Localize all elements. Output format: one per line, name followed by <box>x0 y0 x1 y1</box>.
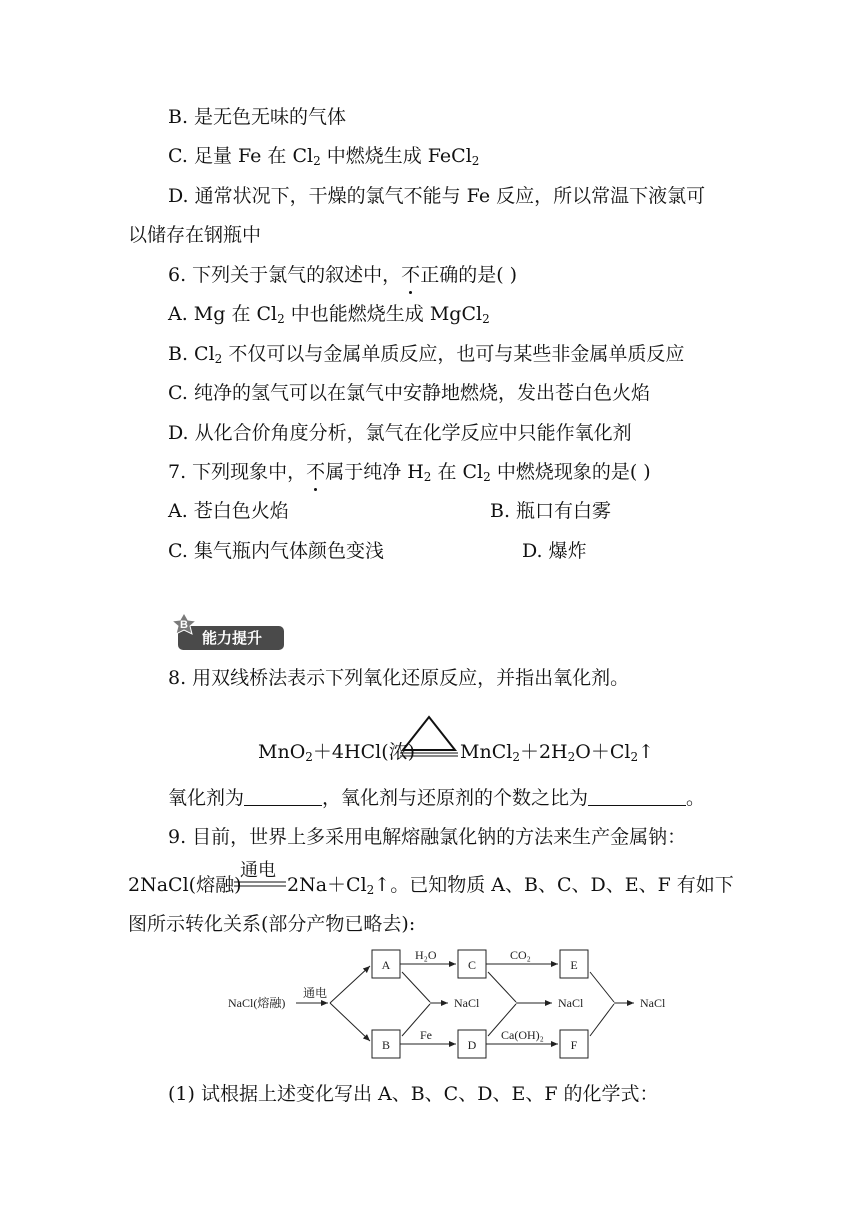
arrow <box>590 1004 614 1036</box>
badge-letter: B <box>180 619 188 631</box>
reagent-caoh2: Ca(OH)₂ <box>501 1028 544 1042</box>
nacl-label-2: NaCl <box>558 996 584 1010</box>
q8-equation-right: $MnCl_2+2H_2O+Cl_2↑$ <box>460 741 655 764</box>
arrow <box>590 972 614 1002</box>
q5-option-d-line2: 以储存在钢瓶中 <box>128 224 262 246</box>
nacl-label-3: NaCl <box>640 996 666 1010</box>
equals-sign <box>234 880 286 888</box>
q9-stem-line1: 9. 目前，世界上多采用电解熔融氯化钠的方法来生产金属钠： <box>168 826 687 848</box>
q5-option-b: B. 是无色无味的气体 <box>168 106 347 128</box>
arrow <box>488 972 516 1002</box>
answer-blank[interactable] <box>244 787 322 806</box>
box-e-label: E <box>570 958 578 972</box>
emphasis-dot-char: 不 <box>401 264 421 286</box>
q7-option-a: A. 苍白色火焰 <box>168 500 289 522</box>
nacl-label-1: NaCl <box>454 996 480 1010</box>
reagent-co2: CO₂ <box>510 948 531 962</box>
section-badge <box>168 612 288 654</box>
q5-option-c: C. 足量 Fe 在 $Cl_2$ 中燃烧生成 FeCl$_2$ <box>168 145 480 168</box>
q7-option-d: D. 爆炸 <box>522 540 587 562</box>
box-d-label: D <box>467 1038 477 1052</box>
q7-option-b: B. 瓶口有白雾 <box>490 500 612 522</box>
q6-option-a: A. Mg 在 $Cl_2$ 中也能燃烧生成 MgCl$_2$ <box>168 303 490 326</box>
q6-option-c: C. 纯净的氢气可以在氯气中安静地燃烧，发出苍白色火焰 <box>168 382 650 404</box>
q6-option-b: B. $Cl_2$ 不仅可以与金属单质反应，也可与某些非金属单质反应 <box>168 343 685 366</box>
arrow <box>330 966 370 1003</box>
emphasis-dot-char: 不 <box>306 461 326 483</box>
q7-stem: 7. 下列现象中，不属于纯净 $H_2$ 在 $Cl_2$ 中燃烧现象的是( ) <box>168 461 651 484</box>
reagent-h2o: H₂O <box>415 948 437 962</box>
box-a-label: A <box>381 958 391 972</box>
q9-equation-rest: $2Na+Cl_2↑$。已知物质 A、B、C、D、E、F 有如下 <box>287 874 734 897</box>
box-b-label: B <box>381 1038 391 1052</box>
arrow <box>402 972 430 1002</box>
q9-condition: 通电 <box>240 860 276 881</box>
arrow <box>330 1003 370 1041</box>
q9-subquestion-1: (1) 试根据上述变化写出 A、B、C、D、E、F 的化学式： <box>168 1083 659 1105</box>
q6-option-d: D. 从化合价角度分析，氯气在化学反应中只能作氧化剂 <box>168 422 632 444</box>
q8-stem: 8. 用双线桥法表示下列氧化还原反应，并指出氧化剂。 <box>168 667 630 689</box>
q7-option-c: C. 集气瓶内气体颜色变浅 <box>168 540 384 562</box>
answer-blank[interactable] <box>588 787 686 806</box>
nacl-molten-label: NaCl(熔融) <box>228 996 286 1010</box>
box-c-label: C <box>467 958 477 972</box>
q5-option-d-line1: D. 通常状况下，干燥的氯气不能与 Fe 反应，所以常温下液氯可 <box>168 185 706 207</box>
q6-stem: 6. 下列关于氯气的叙述中，不正确的是( ) <box>168 264 518 286</box>
box-f-label: F <box>570 1038 578 1052</box>
q9-equation-left: 2NaCl(熔融) <box>128 874 242 896</box>
reagent-fe: Fe <box>420 1028 432 1042</box>
conversion-diagram <box>220 944 680 1062</box>
electrolysis-label: 通电 <box>303 986 328 1000</box>
q8-fill-line: 氧化剂为 ，氧化剂与还原剂的个数之比为 。 <box>168 787 706 809</box>
badge-label: 能力提升 <box>202 629 263 647</box>
q9-stem-line3: 图所示转化关系(部分产物已略去): <box>128 913 416 935</box>
q8-equation-left: MnO$_2$＋4HCl(浓) <box>258 741 416 764</box>
